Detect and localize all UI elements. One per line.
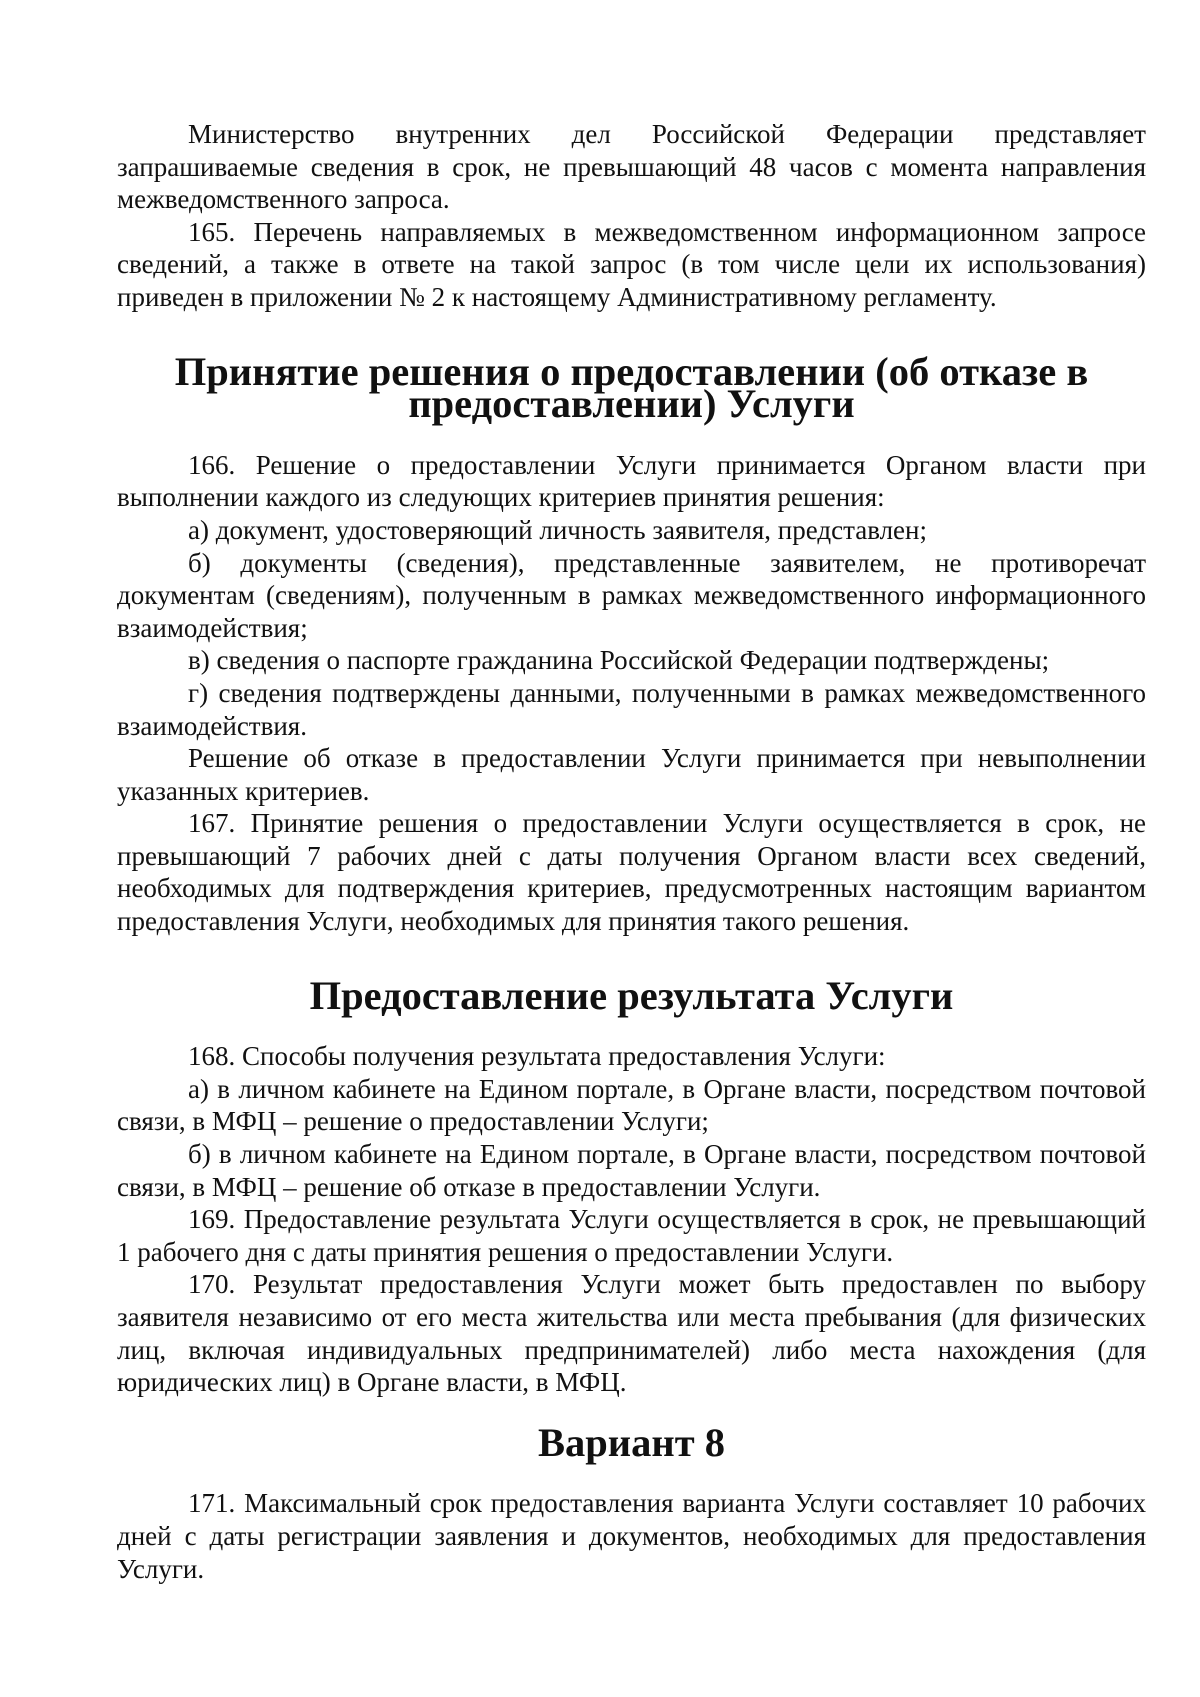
- result-method-b: б) в личном кабинете на Едином портале, в Органе власти, посредством почтовой связи, в МФЦ – решение об отказе в предоставлении Услуги.: [117, 1139, 1146, 1202]
- document-page: [117, 118, 1146, 1585]
- paragraph-mvd-response: Министерство внутренних дел Российской Федерации представляет запрашиваемые сведения в срок, не превышающий 48 часов с момента направления межведомственного запроса.: [117, 119, 1146, 215]
- section-heading-decision: Принятие решения о предоставлении (об отказе в предоставлении) Услуги: [174, 348, 1089, 427]
- paragraph-refusal: Решение об отказе в предоставлении Услуги принимается при невыполнении указанных критериев.: [117, 743, 1146, 806]
- paragraph-169: 169. Предоставление результата Услуги осуществляется в срок, не превышающий 1 рабочего дня с даты принятия решения о предоставлении Услуги.: [117, 1204, 1146, 1267]
- criterion-b: б) документы (сведения), представленные заявителем, не противоречат документам (сведениям), полученным в рамках межведомственного информационного взаимодействия;: [117, 547, 1146, 643]
- result-method-a: а) в личном кабинете на Едином портале, в Органе власти, посредством почтовой связи, в МФЦ – решение о предоставлении Услуги;: [117, 1073, 1146, 1137]
- section-heading-variant-8: Вариант 8: [538, 1419, 725, 1465]
- paragraph-165: 165. Перечень направляемых в межведомственном информационном запросе сведений, а также в ответе на такой запрос (в том числе цели их использования) приведен в приложении № 2 к настоящему Административному регламенту.: [117, 216, 1146, 312]
- paragraph-167: 167. Принятие решения о предоставлении Услуги осуществляется в срок, не превышающий 7 рабочих дней с даты получения Органом власти всех сведений, необходимых для подтверждения критериев, предусмотренных настоящим вариантом предоставления Услуги, необходимых для принятия такого решения.: [117, 808, 1146, 937]
- paragraph-171: 171. Максимальный срок предоставления варианта Услуги составляет 10 рабочих дней с даты регистрации заявления и документов, необходимых для предоставления Услуги.: [117, 1488, 1146, 1584]
- paragraph-166: 166. Решение о предоставлении Услуги принимается Органом власти при выполнении каждого из следующих критериев принятия решения:: [117, 449, 1146, 513]
- section-heading-result: Предоставление результата Услуги: [309, 972, 954, 1018]
- criterion-v: в) сведения о паспорте гражданина Российской Федерации подтверждены;: [188, 645, 1050, 676]
- paragraph-170: 170. Результат предоставления Услуги может быть предоставлен по выбору заявителя независимо от его места жительства или места пребывания (для физических лиц, включая индивидуальных предпринимателей) либо места нахождения (для юридических лиц) в Органе власти, в МФЦ.: [117, 1269, 1146, 1398]
- criterion-a: а) документ, удостоверяющий личность заявителя, представлен;: [188, 514, 927, 545]
- paragraph-168: 168. Способы получения результата предоставления Услуги:: [188, 1041, 886, 1072]
- criterion-g: г) сведения подтверждены данными, полученными в рамках межведомственного взаимодействия.: [117, 677, 1146, 741]
